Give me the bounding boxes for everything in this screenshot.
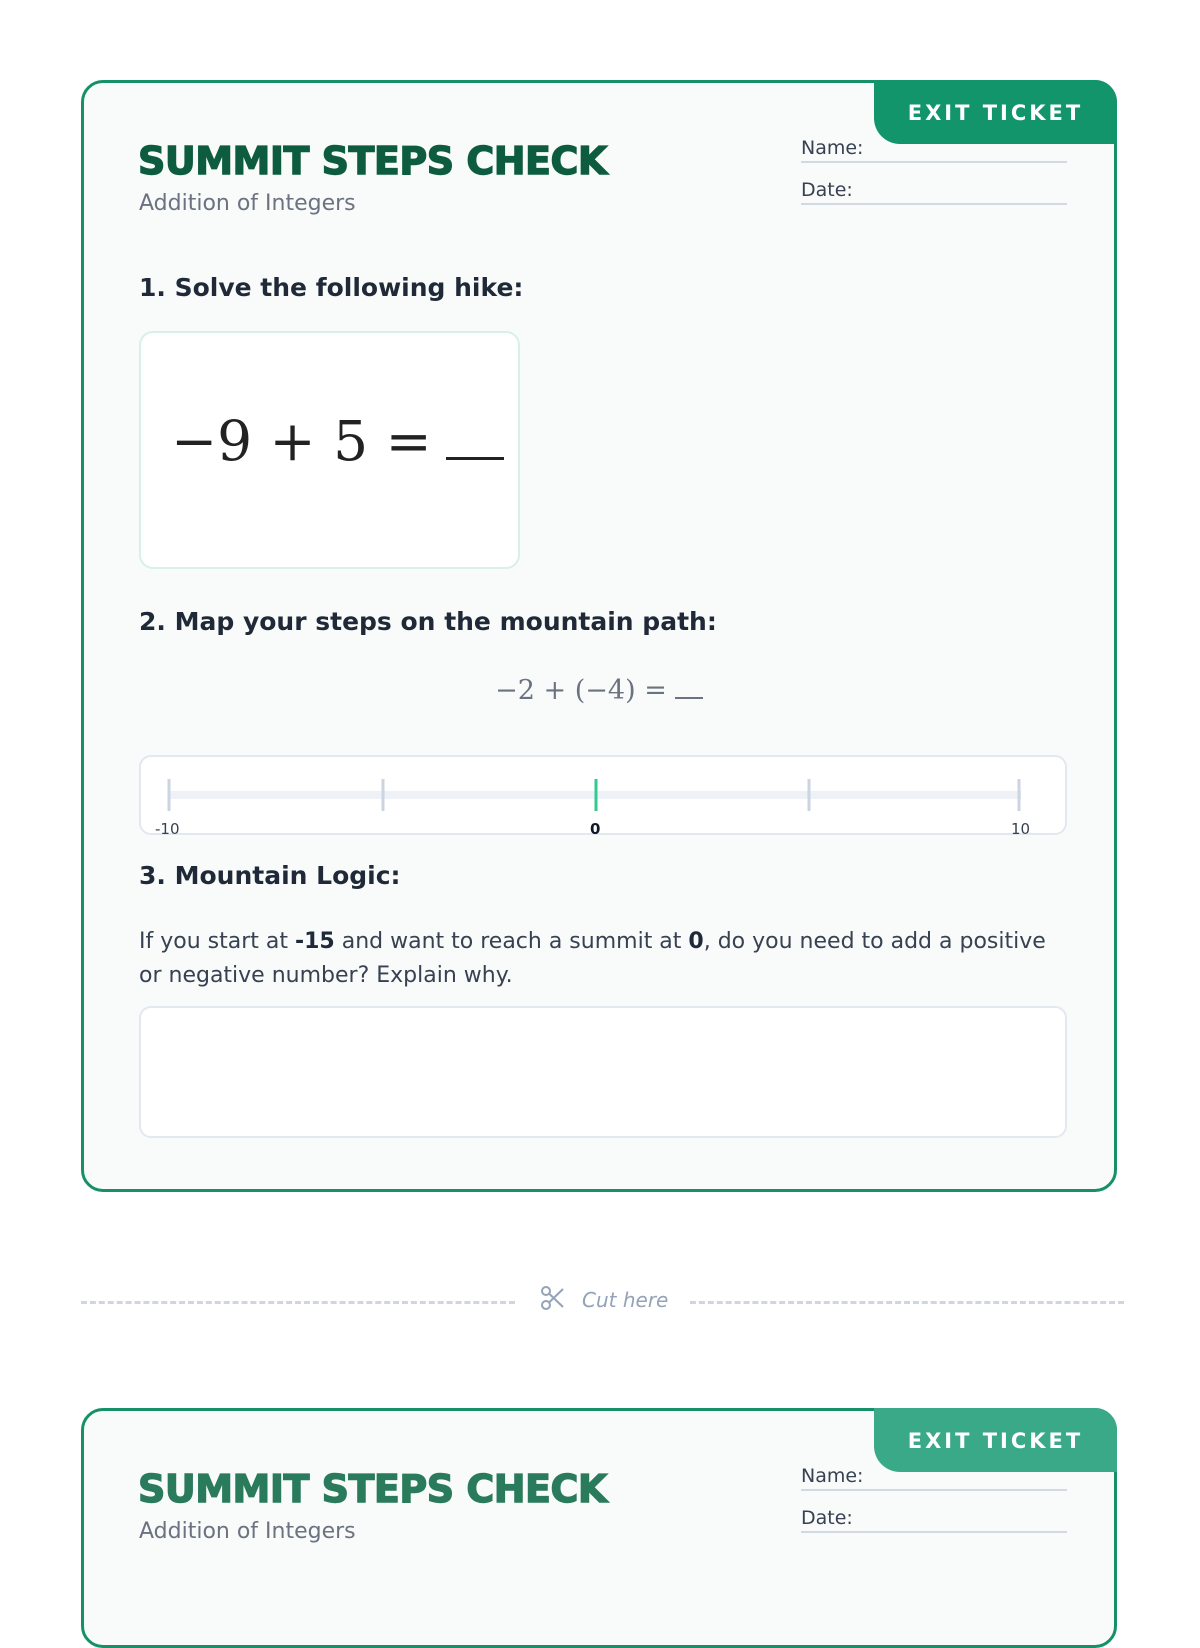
equation-card xyxy=(139,331,520,569)
cut-line-left xyxy=(81,1301,515,1304)
summit-value: 0 xyxy=(688,929,704,954)
equation-1-text: −9 + 5 = xyxy=(171,409,432,473)
answer-blank-2[interactable] xyxy=(675,679,703,699)
answer-blank[interactable] xyxy=(446,417,504,460)
name-field-2[interactable] xyxy=(801,1459,1067,1491)
prompt-part-1: If you start at xyxy=(139,929,295,954)
question-2-heading: 2. Map your steps on the mountain path: xyxy=(139,607,717,636)
equation-1 xyxy=(171,409,504,473)
label-plus-10: 10 xyxy=(1011,820,1031,837)
prompt-part-3: , do you need to add a positive or negative number? Explain why. xyxy=(139,929,1046,988)
ticket-subtitle: Addition of Integers xyxy=(139,191,356,216)
answer-box[interactable] xyxy=(139,1006,1067,1138)
question-3-prompt xyxy=(139,925,1059,993)
student-info xyxy=(801,131,1067,215)
cut-here-label: Cut here xyxy=(582,1288,669,1312)
date-label-2: Date: xyxy=(801,1507,853,1529)
equation-2-text: −2 + (−4) = xyxy=(495,675,667,706)
exit-ticket-2 xyxy=(81,1408,1117,1648)
date-label: Date: xyxy=(801,179,853,201)
label-zero: 0 xyxy=(590,820,601,837)
date-field[interactable] xyxy=(801,173,1067,205)
student-info-2 xyxy=(801,1459,1067,1543)
prompt-part-2: and want to reach a summit at xyxy=(334,929,689,954)
ticket-title: SUMMIT STEPS CHECK xyxy=(138,139,607,183)
name-field[interactable] xyxy=(801,131,1067,163)
question-1-heading: 1. Solve the following hike: xyxy=(139,273,524,302)
cut-line-right xyxy=(690,1301,1124,1304)
equation-2 xyxy=(84,675,1114,706)
question-3-heading: 3. Mountain Logic: xyxy=(139,861,401,890)
name-label: Name: xyxy=(801,137,864,159)
exit-ticket-badge: EXIT TICKET xyxy=(874,80,1117,144)
date-field-2[interactable] xyxy=(801,1501,1067,1533)
scissors-icon xyxy=(540,1285,566,1316)
exit-ticket-badge-2: EXIT TICKET xyxy=(874,1408,1117,1472)
start-value: -15 xyxy=(294,929,335,954)
name-label-2: Name: xyxy=(801,1465,864,1487)
ticket-title-2: SUMMIT STEPS CHECK xyxy=(138,1467,607,1511)
label-minus-10: -10 xyxy=(155,820,180,837)
ticket-subtitle-2: Addition of Integers xyxy=(139,1519,356,1544)
number-line[interactable] xyxy=(139,755,1067,835)
cut-here xyxy=(540,1280,668,1320)
number-line-svg xyxy=(141,757,1069,837)
exit-ticket xyxy=(81,80,1117,1192)
